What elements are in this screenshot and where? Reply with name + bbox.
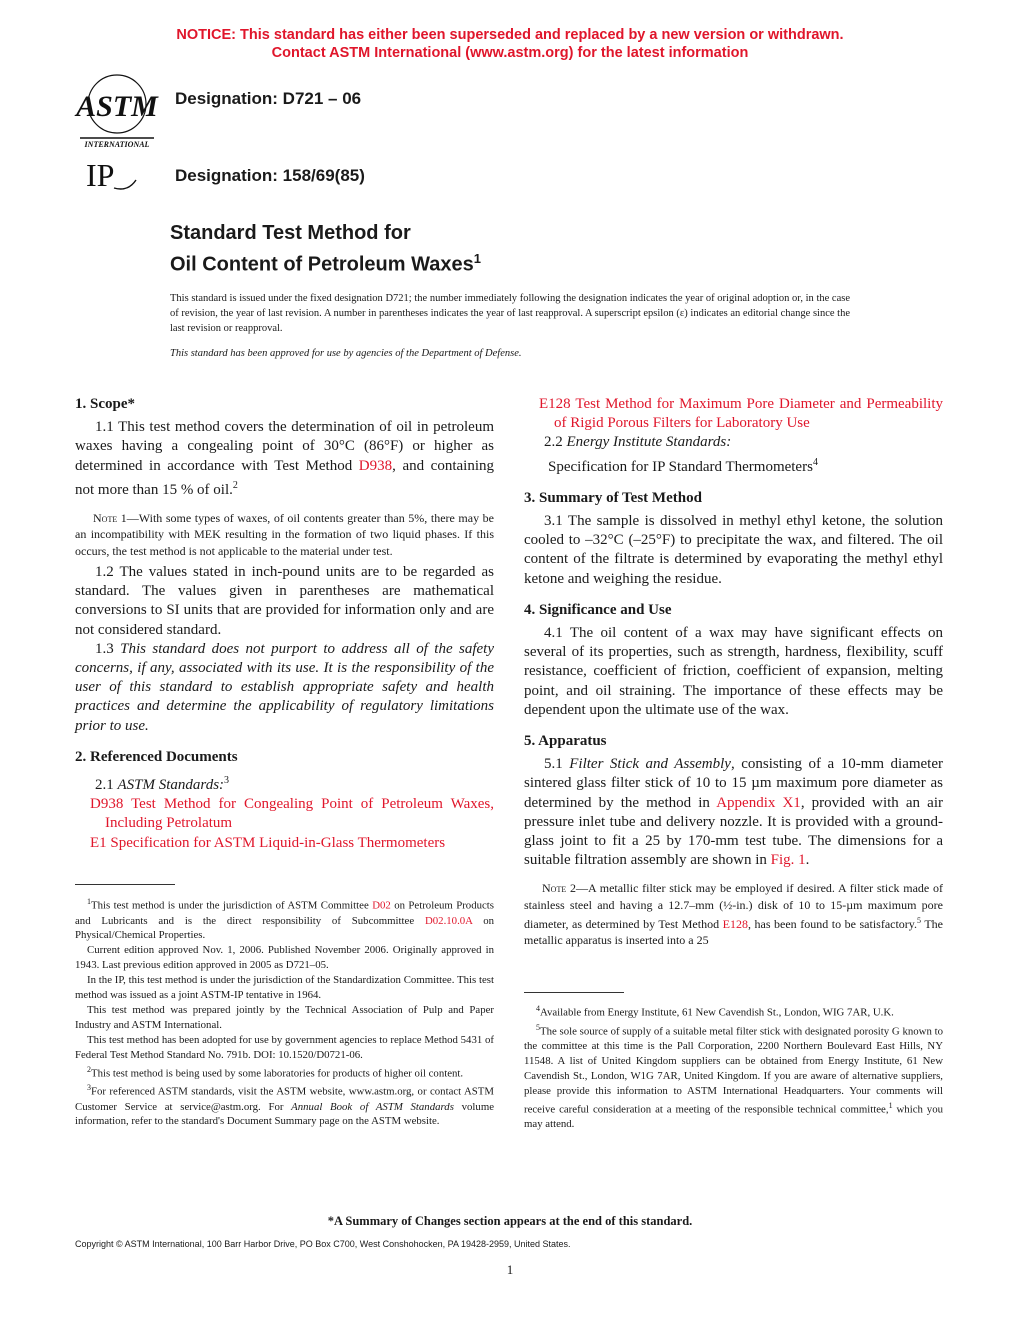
title-line-2: Oil Content of Petroleum Waxes$^1$: [170, 251, 481, 276]
copyright: Copyright © ASTM International, 100 Barr Harbor Drive, PO Box C700, West Conshohocken, PA 19428-2959, United States.: [75, 1239, 571, 1249]
link-d938[interactable]: D938: [358, 457, 393, 474]
section-2-heading: 2. Referenced Documents: [75, 748, 238, 765]
section-1-heading: 1. Scope*: [75, 396, 135, 412]
footnote-1-ip: In the IP, this test method is under the jurisdiction of the Standardization Committee. This test method was issued as a joint ASTM-IP tentative in 1964.: [75, 974, 494, 1002]
note-2: Note 2—A metallic filter stick may be employed if desired. A filter stick made of stainless steel and having a 12.7–mm (½-in.) disk of 10 to 15-µm maximum pore diameter, as determined by Test Method E128, has been found to be satisfactory.$^5$ The metallic apparatus is inserted into a 25: [524, 881, 944, 948]
para-4-1: 4.1 The oil content of a wax may have significant effects on several of its properties, such as strength, hardness, flexibility, scuff resistance, coefficient of friction, coefficient of expansion, melting point, and oil straining. The importance of these effects may be dependent upon the ultimate use of the wax.: [524, 625, 943, 718]
para-1-1: 1.1 This test method covers the determination of oil in petroleum waxes having a congealing point of 30°C (86°F) or higher as determined in accordance with Test Method D938, and containing not more than 15 % of oil.$^2$: [75, 419, 494, 498]
link-appendix-x1[interactable]: Appendix X1: [716, 794, 801, 811]
summary-of-changes-note: *A Summary of Changes section appears at the end of this standard.: [327, 1214, 693, 1228]
ref-e1[interactable]: E1 Specification for ASTM Liquid-in-Glass Thermometers: [90, 834, 446, 851]
footnote-1-adopted: This test method has been adopted for use by government agencies to replace Method 5431 of Federal Test Method Standard No. 791b. DOI: 10.1520/D0721-06.: [75, 1033, 494, 1061]
right-footnotes: [524, 1002, 943, 1132]
left-column: [75, 395, 494, 853]
ref-e128[interactable]: E128 Test Method for Maximum Pore Diameter and Permeability of Rigid Porous Filters for Laboratory Use: [539, 396, 943, 432]
document-title: [170, 220, 481, 278]
ip-designation: Designation: 158/69(85): [175, 166, 365, 185]
footnote-divider-left: [75, 884, 175, 885]
section-3-heading: 3. Summary of Test Method: [524, 489, 702, 506]
ip-logo-text: IP: [86, 158, 115, 193]
left-footnotes: [75, 895, 494, 1129]
astm-logo: [74, 70, 160, 150]
section-5-heading: 5. Apparatus: [524, 733, 607, 750]
para-2-2: 2.2 Energy Institute Standards:: [544, 434, 732, 451]
right-column: [524, 395, 943, 949]
footnote-1-prepared: This test method was prepared jointly by the Technical Association of Pulp and Paper Industry and ASTM International.: [75, 1003, 494, 1031]
footnote-4: $^4$Available from Energy Institute, 61 New Cavendish St., London, WIG 7AR, U.K.: [536, 1004, 894, 1019]
para-1-3: 1.3 This standard does not purport to address all of the safety concerns, if any, associated with its use. It is the responsibility of the user of this standard to establish appropriate safety and health practices and determine the applicability of regulatory limitations prior to use.: [75, 640, 495, 734]
astm-logo-sub: INTERNATIONAL: [84, 140, 150, 149]
dod-approval: This standard has been approved for use by agencies of the Department of Defense.: [170, 348, 522, 359]
link-e128[interactable]: E128: [722, 917, 748, 932]
link-d02[interactable]: D02: [372, 899, 391, 912]
link-fig-1[interactable]: Fig. 1: [770, 852, 806, 869]
withdrawal-notice: [0, 26, 1020, 62]
ref-d938[interactable]: D938 Test Method for Congealing Point of Petroleum Waxes, Including Petrolatum: [90, 796, 494, 832]
issuance-statement: This standard is issued under the fixed designation D721; the number immediately following the designation indicates the year of original adoption or, in the case of revision, the year of last revision. A number in parentheses indicates the year of last reapproval. A superscript epsilon (ε) indicates an editorial change since the last revision or reapproval.: [170, 293, 850, 334]
note-1: Note 1—With some types of waxes, of oil contents greater than 5%, there may be an incompatibility with MEK resulting in the formation of two liquid phases. If this occurs, the test method is not applicable to the material under test.: [75, 511, 494, 558]
astm-logo-text: ASTM: [76, 90, 158, 123]
footnote-2: $^2$This test method is being used by some laboratories for products of higher oil content.: [87, 1064, 464, 1080]
title-line-1: Standard Test Method for: [170, 222, 411, 244]
footnote-3: $^3$For referenced ASTM standards, visit the ASTM website, www.astm.org, or contact ASTM Customer Service at service@astm.org. For Annual Book of ASTM Standards volume information, refer to the standard's Document Summary page on the ASTM website.: [75, 1083, 495, 1128]
page-number: 1: [506, 1262, 514, 1277]
para-5-1: 5.1 Filter Stick and Assembly, consisting of a 10-mm diameter sintered glass filter stick of 10 to 15 µm maximum pore diameter as determined by the method in Appendix X1, provided with an air pressure inlet tube and delivery nozzle. It is provided with a ground-glass joint to fit a 25 by 170-mm test tube. The dimensions for a suitable filtration assembly are shown in Fig. 1.: [524, 756, 943, 869]
para-2-1: 2.1 ASTM Standards:$^3$: [95, 774, 230, 793]
footnote-divider-right: [524, 992, 624, 993]
ip-logo: [84, 158, 140, 194]
footnote-1-edition: Current edition approved Nov. 1, 2006. Published November 2006. Originally approved in 1943. Last previous edition approved in 2005 as D721–05.: [75, 944, 494, 972]
astm-designation: Designation: D721 – 06: [175, 89, 362, 108]
section-4-heading: 4. Significance and Use: [524, 601, 672, 618]
ip-thermometer-spec: Specification for IP Standard Thermometers$^4$: [548, 456, 818, 475]
notice-line-2: Contact ASTM International (www.astm.org) for the latest information: [271, 45, 749, 61]
link-d02-10-0a[interactable]: D02.10.0A: [424, 914, 473, 927]
notice-line-1: NOTICE: This standard has either been superseded and replaced by a new version or withdrawn.: [176, 27, 844, 43]
footnote-1: $^1$This test method is under the jurisdiction of ASTM Committee D02 on Petroleum Products and Lubricants and is the direct responsibility of Subcommittee D02.10.0A on Physical/Chemical Properties.: [75, 897, 495, 942]
para-3-1: 3.1 The sample is dissolved in methyl ethyl ketone, the solution cooled to –32°C (–25°F) to precipitate the wax, and filtered. The oil content of the filtrate is determined by evaporating the methyl ethyl ketone and weighing the residue.: [524, 513, 943, 587]
footnote-5: $^5$The sole source of supply of a suitable metal filter stick with designated porosity G known to the committee at this time is the Pall Corporation, 2200 Northern Boulevard East Hills, NY 11548. A list of United Kingdom suppliers can be obtained from Energy Institute, 61 New Cavendish St., London, W1G 7AR, United Kingdom. If you are aware of alternative suppliers, please provide this information to ASTM International Headquarters. Your comments will receive careful consideration at a meeting of the responsible technical committee,$^1$ which you may attend.: [524, 1022, 944, 1131]
para-1-2: 1.2 The values stated in inch-pound units are to be regarded as standard. The values given in parentheses are mathematical conversions to SI units that are provided for information only and are not considered standard.: [75, 563, 494, 638]
